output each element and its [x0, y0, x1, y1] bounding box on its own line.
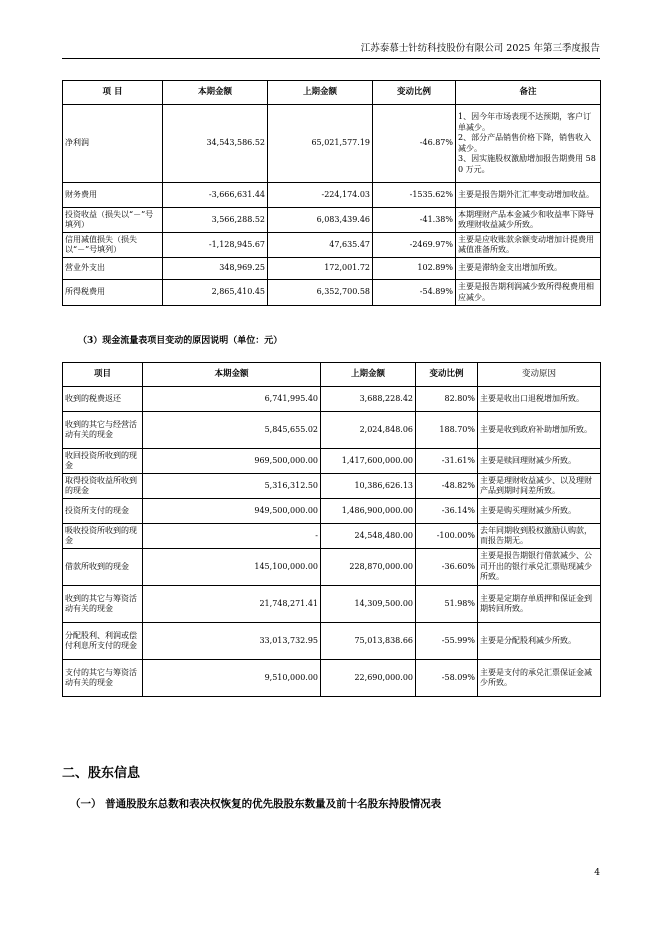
- item-cell: 借款所收到的现金: [63, 549, 143, 586]
- prior-amount-cell: 22,690,000.00: [321, 660, 416, 697]
- table-header-row: [63, 81, 601, 105]
- prior-amount-cell: 65,021,577.19: [268, 105, 373, 183]
- column-header: 变动比例: [416, 363, 478, 387]
- item-cell: 收到的其它与筹资活动有关的现金: [63, 586, 143, 623]
- prior-amount-cell: 1,417,600,000.00: [321, 449, 416, 474]
- remark-cell: 主要是报告期外汇汇率变动增加收益。: [456, 183, 601, 208]
- change-ratio-cell: 51.98%: [416, 586, 478, 623]
- prior-amount-cell: 228,870,000.00: [321, 549, 416, 586]
- change-ratio-cell: -55.99%: [416, 623, 478, 660]
- change-ratio-cell: -54.89%: [373, 280, 456, 306]
- change-ratio-cell: 102.89%: [373, 258, 456, 280]
- reason-cell: 去年同期收到股权激励认购款，而报告期无。: [478, 524, 601, 549]
- change-ratio-cell: -2469.97%: [373, 233, 456, 258]
- header-divider: [62, 58, 600, 59]
- table-row: [63, 208, 601, 233]
- column-header: 变动比例: [373, 81, 456, 105]
- column-header: 项目: [63, 363, 143, 387]
- cash-flow-changes-table: [62, 362, 601, 697]
- change-ratio-cell: -1535.62%: [373, 183, 456, 208]
- current-amount-cell: 969,500,000.00: [143, 449, 321, 474]
- column-header: 本期金额: [163, 81, 268, 105]
- change-ratio-cell: -31.61%: [416, 449, 478, 474]
- reason-cell: 主要是支付的承兑汇票保证金减少所致。: [478, 660, 601, 697]
- reason-cell: 主要是收到政府补助增加所致。: [478, 412, 601, 449]
- change-ratio-cell: -46.87%: [373, 105, 456, 183]
- table-row: [63, 499, 601, 524]
- table-row: [63, 660, 601, 697]
- current-amount-cell: -3,666,631.44: [163, 183, 268, 208]
- change-ratio-cell: 82.80%: [416, 387, 478, 412]
- reason-cell: 主要是购买理财减少所致。: [478, 499, 601, 524]
- table-row: [63, 549, 601, 586]
- change-ratio-cell: -36.60%: [416, 549, 478, 586]
- table-row: [63, 474, 601, 499]
- item-cell: 信用减值损失（损失以“－”号填列）: [63, 233, 163, 258]
- section-title: 二、股东信息: [62, 766, 141, 781]
- prior-amount-cell: 24,548,480.00: [321, 524, 416, 549]
- change-ratio-cell: 188.70%: [416, 412, 478, 449]
- column-header: 项 目: [63, 81, 163, 105]
- prior-amount-cell: 1,486,900,000.00: [321, 499, 416, 524]
- prior-amount-cell: 172,001.72: [268, 258, 373, 280]
- prior-amount-cell: -224,174.03: [268, 183, 373, 208]
- current-amount-cell: 21,748,271.41: [143, 586, 321, 623]
- table-row: [63, 387, 601, 412]
- prior-amount-cell: 14,309,500.00: [321, 586, 416, 623]
- item-cell: 收到的其它与经营活动有关的现金: [63, 412, 143, 449]
- reason-cell: 主要是收出口退税增加所致。: [478, 387, 601, 412]
- item-cell: 营业外支出: [63, 258, 163, 280]
- item-cell: 所得税费用: [63, 280, 163, 306]
- item-cell: 收回投资所收到的现金: [63, 449, 143, 474]
- current-amount-cell: 6,741,995.40: [143, 387, 321, 412]
- table-row: [63, 524, 601, 549]
- reason-cell: 主要是报告期银行借款减少、公司开出的银行承兑汇票贴现减少所致。: [478, 549, 601, 586]
- current-amount-cell: 5,845,655.02: [143, 412, 321, 449]
- change-ratio-cell: -41.38%: [373, 208, 456, 233]
- remark-cell: 主要是报告期利润减少致所得税费用相应减少。: [456, 280, 601, 306]
- change-ratio-cell: -36.14%: [416, 499, 478, 524]
- change-ratio-cell: -48.82%: [416, 474, 478, 499]
- reason-cell: 主要是理财收益减少、以及理财产品到期时间差所致。: [478, 474, 601, 499]
- column-header: 变动原因: [478, 363, 601, 387]
- remark-cell: 1、因今年市场表现不达预期，客户订单减少。 2、部分产品销售价格下降，销售收入减少。 3、因实施股权激励增加报告期费用 580 万元。: [456, 105, 601, 183]
- prior-amount-cell: 3,688,228.42: [321, 387, 416, 412]
- income-statement-changes-table: [62, 80, 601, 306]
- prior-amount-cell: 6,083,439.46: [268, 208, 373, 233]
- current-amount-cell: 33,013,732.95: [143, 623, 321, 660]
- current-amount-cell: 2,865,410.45: [163, 280, 268, 306]
- page-number: 4: [594, 868, 600, 878]
- item-cell: 支付的其它与筹资活动有关的现金: [63, 660, 143, 697]
- reason-cell: 主要是赎回理财减少所致。: [478, 449, 601, 474]
- remark-cell: 主要是应收账款余额变动增加计提费用减值准备所致。: [456, 233, 601, 258]
- subsection-title: （一） 普通股股东总数和表决权恢复的优先股股东数量及前十名股东持股情况表: [70, 798, 442, 810]
- prior-amount-cell: 10,386,626.13: [321, 474, 416, 499]
- item-cell: 财务费用: [63, 183, 163, 208]
- item-cell: 收到的税费返还: [63, 387, 143, 412]
- item-cell: 净利润: [63, 105, 163, 183]
- current-amount-cell: 348,969.25: [163, 258, 268, 280]
- current-amount-cell: 5,316,312.50: [143, 474, 321, 499]
- reason-cell: 主要是分配股利减少所致。: [478, 623, 601, 660]
- column-header: 上期金额: [321, 363, 416, 387]
- item-cell: 投资所支付的现金: [63, 499, 143, 524]
- table-row: [63, 183, 601, 208]
- column-header: 本期金额: [143, 363, 321, 387]
- prior-amount-cell: 6,352,700.58: [268, 280, 373, 306]
- prior-amount-cell: 75,013,838.66: [321, 623, 416, 660]
- report-header: 江苏泰慕士针纺科技股份有限公司 2025 年第三季度报告: [360, 43, 600, 54]
- table-row: [63, 258, 601, 280]
- change-ratio-cell: -100.00%: [416, 524, 478, 549]
- item-cell: 投资收益（损失以“－”号填列）: [63, 208, 163, 233]
- table-row: [63, 412, 601, 449]
- remark-cell: 本期理财产品本金减少和收益率下降导致理财收益减少所致。: [456, 208, 601, 233]
- current-amount-cell: 145,100,000.00: [143, 549, 321, 586]
- table-row: [63, 586, 601, 623]
- table-header-row: [63, 363, 601, 387]
- remark-cell: 主要是滞纳金支出增加所致。: [456, 258, 601, 280]
- current-amount-cell: 949,500,000.00: [143, 499, 321, 524]
- table-row: [63, 280, 601, 306]
- current-amount-cell: 34,543,586.52: [163, 105, 268, 183]
- column-header: 上期金额: [268, 81, 373, 105]
- table-row: [63, 623, 601, 660]
- cash-flow-caption: （3）现金流量表项目变动的原因说明（单位：元）: [78, 336, 283, 346]
- reason-cell: 主要是定期存单质押和保证金到期转回所致。: [478, 586, 601, 623]
- prior-amount-cell: 2,024,848.06: [321, 412, 416, 449]
- current-amount-cell: -1,128,945.67: [163, 233, 268, 258]
- current-amount-cell: -: [143, 524, 321, 549]
- current-amount-cell: 3,566,288.52: [163, 208, 268, 233]
- current-amount-cell: 9,510,000.00: [143, 660, 321, 697]
- item-cell: 取得投资收益所收到的现金: [63, 474, 143, 499]
- table-row: [63, 233, 601, 258]
- item-cell: 分配股利、利润或偿付利息所支付的现金: [63, 623, 143, 660]
- prior-amount-cell: 47,635.47: [268, 233, 373, 258]
- item-cell: 吸收投资所收到的现金: [63, 524, 143, 549]
- change-ratio-cell: -58.09%: [416, 660, 478, 697]
- column-header: 备注: [456, 81, 601, 105]
- table-row: [63, 449, 601, 474]
- table-row: [63, 105, 601, 183]
